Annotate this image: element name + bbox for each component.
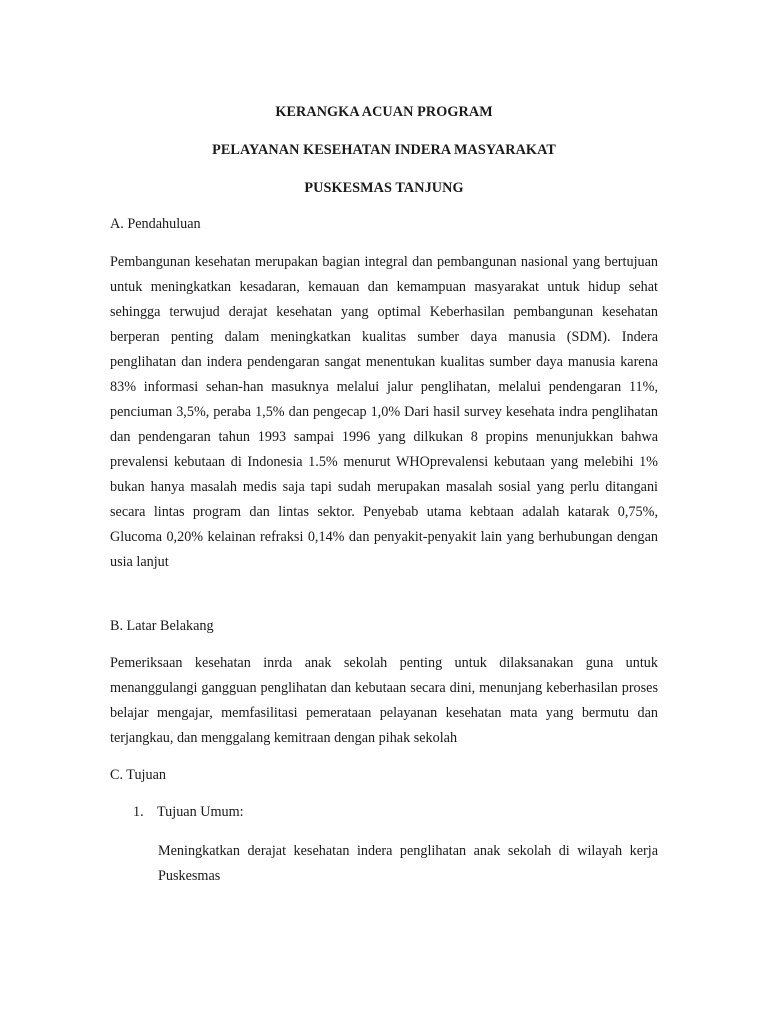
list-item-number: 1.: [133, 804, 144, 820]
section-heading-pendahuluan: A. Pendahuluan: [110, 216, 201, 232]
section-paragraph-latar-belakang: Pemeriksaan kesehatan inrda anak sekolah penting untuk dilaksanakan guna untuk menanggulangi gangguan penglihatan dan kebutaan secara dini, menunjang keberhasilan proses belajar mengajar, memfasilitasi pemerataan pelayanan kesehatan mata yang bermutu dan terjangkau, dan menggalang kemitraan dengan pihak sekolah: [110, 655, 658, 746]
section-heading-latar-belakang: B. Latar Belakang: [110, 618, 214, 634]
document-title: KERANGKA ACUAN PROGRAM: [275, 104, 493, 120]
list-item-tujuan-umum: [133, 804, 244, 821]
section-heading-tujuan: C. Tujuan: [110, 767, 166, 783]
document-organization: PUSKESMAS TANJUNG: [304, 180, 464, 196]
document-subtitle: PELAYANAN KESEHATAN INDERA MASYARAKAT: [212, 142, 556, 158]
list-item-paragraph: Meningkatkan derajat kesehatan indera penglihatan anak sekolah di wilayah kerja Puskesmas: [158, 843, 658, 884]
section-paragraph-pendahuluan: Pembangunan kesehatan merupakan bagian integral dan pembangunan nasional yang bertujuan untuk meningkatkan kesadaran, kemauan dan kemampuan masyarakat untuk hidup sehat sehingga terwujud derajat kesehatan yang optimal Keberhasilan pembangunan kesehatan berperan penting dalam meningkatkan kualitas sumber daya manusia (SDM). Indera penglihatan dan indera pendengaran sangat menentukan kualitas sumber daya manusia karena 83% informasi sehan-han masuknya melalui jalur penglihatan, melalui pendengaran 11%, penciuman 3,5%, peraba 1,5% dan pengecap 1,0% Dari hasil survey kesehata indra penglihatan dan pendengaran tahun 1993 sampai 1996 yang dilkukan 8 propins menunjukkan bahwa prevalensi kebutaan di Indonesia 1.5% menurut WHOprevalensi kebutaan yang melebihi 1% bukan hanya masalah medis saja tapi sudah merupakan masalah sosial yang perlu ditangani secara lintas program dan lintas sektor. Penyebab utama kebtaan adalah katarak 0,75%, Glucoma 0,20% kelainan refraksi 0,14% dan penyakit-penyakit lain yang berhubungan dengan usia lanjut: [110, 254, 658, 570]
list-item-label: Tujuan Umum:: [157, 804, 244, 820]
